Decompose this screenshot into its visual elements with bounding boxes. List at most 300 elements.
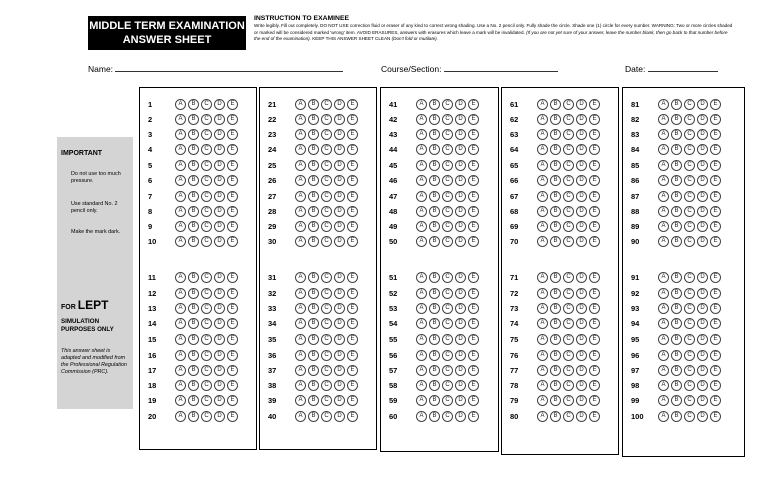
answer-bubble-c[interactable]: C [563,236,574,247]
answer-bubble-e[interactable]: E [710,114,721,125]
answer-bubble-e[interactable]: E [468,160,479,171]
answer-bubble-d[interactable]: D [334,175,345,186]
answer-bubble-e[interactable]: E [589,303,600,314]
answer-bubble-c[interactable]: C [201,288,212,299]
answer-bubble-e[interactable]: E [710,288,721,299]
answer-bubble-b[interactable]: B [429,380,440,391]
answer-bubble-e[interactable]: E [347,206,358,217]
answer-bubble-e[interactable]: E [468,99,479,110]
answer-bubble-c[interactable]: C [321,395,332,406]
answer-bubble-d[interactable]: D [214,272,225,283]
answer-bubble-a[interactable]: A [537,175,548,186]
answer-bubble-d[interactable]: D [576,365,587,376]
answer-bubble-c[interactable]: C [201,318,212,329]
answer-bubble-b[interactable]: B [308,175,319,186]
answer-bubble-c[interactable]: C [442,129,453,140]
answer-bubble-c[interactable]: C [684,411,695,422]
answer-bubble-e[interactable]: E [710,272,721,283]
answer-bubble-c[interactable]: C [321,206,332,217]
answer-bubble-b[interactable]: B [550,350,561,361]
answer-bubble-c[interactable]: C [201,175,212,186]
answer-bubble-a[interactable]: A [175,350,186,361]
answer-bubble-e[interactable]: E [468,144,479,155]
answer-bubble-b[interactable]: B [308,99,319,110]
answer-bubble-a[interactable]: A [658,303,669,314]
answer-bubble-e[interactable]: E [710,350,721,361]
answer-bubble-d[interactable]: D [214,303,225,314]
answer-bubble-a[interactable]: A [416,272,427,283]
answer-bubble-c[interactable]: C [321,160,332,171]
answer-bubble-a[interactable]: A [416,114,427,125]
answer-bubble-b[interactable]: B [550,334,561,345]
answer-bubble-a[interactable]: A [658,175,669,186]
answer-bubble-e[interactable]: E [589,129,600,140]
answer-bubble-c[interactable]: C [321,288,332,299]
answer-bubble-a[interactable]: A [295,288,306,299]
answer-bubble-b[interactable]: B [429,395,440,406]
answer-bubble-a[interactable]: A [416,236,427,247]
answer-bubble-e[interactable]: E [227,350,238,361]
answer-bubble-e[interactable]: E [710,221,721,232]
answer-bubble-a[interactable]: A [175,303,186,314]
answer-bubble-c[interactable]: C [563,221,574,232]
answer-bubble-e[interactable]: E [589,272,600,283]
answer-bubble-a[interactable]: A [537,334,548,345]
answer-bubble-c[interactable]: C [201,303,212,314]
answer-bubble-c[interactable]: C [321,303,332,314]
answer-bubble-c[interactable]: C [201,144,212,155]
answer-bubble-b[interactable]: B [550,411,561,422]
answer-bubble-c[interactable]: C [684,303,695,314]
answer-bubble-e[interactable]: E [468,175,479,186]
answer-bubble-b[interactable]: B [308,221,319,232]
answer-bubble-c[interactable]: C [321,380,332,391]
answer-bubble-c[interactable]: C [684,160,695,171]
answer-bubble-a[interactable]: A [658,114,669,125]
answer-bubble-b[interactable]: B [671,395,682,406]
answer-bubble-e[interactable]: E [589,411,600,422]
answer-bubble-d[interactable]: D [576,191,587,202]
answer-bubble-e[interactable]: E [227,175,238,186]
answer-bubble-c[interactable]: C [684,395,695,406]
answer-bubble-b[interactable]: B [429,350,440,361]
answer-bubble-a[interactable]: A [658,365,669,376]
answer-bubble-e[interactable]: E [710,380,721,391]
answer-bubble-b[interactable]: B [308,395,319,406]
answer-bubble-b[interactable]: B [429,129,440,140]
answer-bubble-e[interactable]: E [710,99,721,110]
answer-bubble-d[interactable]: D [697,129,708,140]
answer-bubble-d[interactable]: D [334,350,345,361]
answer-bubble-c[interactable]: C [442,144,453,155]
answer-bubble-b[interactable]: B [550,191,561,202]
answer-bubble-d[interactable]: D [214,221,225,232]
answer-bubble-e[interactable]: E [227,395,238,406]
answer-bubble-b[interactable]: B [550,236,561,247]
answer-bubble-e[interactable]: E [589,236,600,247]
answer-bubble-c[interactable]: C [563,395,574,406]
answer-bubble-b[interactable]: B [671,114,682,125]
answer-bubble-a[interactable]: A [175,380,186,391]
answer-bubble-a[interactable]: A [537,380,548,391]
answer-bubble-b[interactable]: B [188,288,199,299]
answer-bubble-b[interactable]: B [671,206,682,217]
answer-bubble-b[interactable]: B [429,303,440,314]
answer-bubble-b[interactable]: B [188,350,199,361]
answer-bubble-e[interactable]: E [227,160,238,171]
answer-bubble-e[interactable]: E [710,334,721,345]
answer-bubble-a[interactable]: A [295,380,306,391]
answer-bubble-e[interactable]: E [589,334,600,345]
answer-bubble-a[interactable]: A [658,129,669,140]
answer-bubble-b[interactable]: B [308,318,319,329]
answer-bubble-b[interactable]: B [188,221,199,232]
answer-bubble-c[interactable]: C [442,99,453,110]
answer-bubble-e[interactable]: E [589,221,600,232]
answer-bubble-b[interactable]: B [671,144,682,155]
answer-bubble-d[interactable]: D [214,191,225,202]
name-line[interactable] [115,63,343,72]
answer-bubble-a[interactable]: A [295,411,306,422]
answer-bubble-a[interactable]: A [416,318,427,329]
answer-bubble-c[interactable]: C [684,380,695,391]
answer-bubble-e[interactable]: E [347,114,358,125]
answer-bubble-a[interactable]: A [537,350,548,361]
answer-bubble-d[interactable]: D [334,99,345,110]
answer-bubble-c[interactable]: C [201,380,212,391]
answer-bubble-a[interactable]: A [295,318,306,329]
answer-bubble-a[interactable]: A [175,175,186,186]
answer-bubble-a[interactable]: A [175,365,186,376]
answer-bubble-b[interactable]: B [308,411,319,422]
answer-bubble-d[interactable]: D [214,365,225,376]
answer-bubble-e[interactable]: E [710,303,721,314]
answer-bubble-e[interactable]: E [227,191,238,202]
answer-bubble-e[interactable]: E [589,288,600,299]
answer-bubble-a[interactable]: A [416,191,427,202]
answer-bubble-b[interactable]: B [671,99,682,110]
answer-bubble-a[interactable]: A [658,272,669,283]
answer-bubble-a[interactable]: A [295,144,306,155]
answer-bubble-a[interactable]: A [416,288,427,299]
answer-bubble-a[interactable]: A [175,272,186,283]
answer-bubble-a[interactable]: A [537,129,548,140]
answer-bubble-e[interactable]: E [227,206,238,217]
answer-bubble-d[interactable]: D [455,129,466,140]
answer-bubble-c[interactable]: C [201,272,212,283]
answer-bubble-e[interactable]: E [227,318,238,329]
answer-bubble-c[interactable]: C [201,350,212,361]
answer-bubble-c[interactable]: C [563,288,574,299]
answer-bubble-e[interactable]: E [710,236,721,247]
answer-bubble-c[interactable]: C [684,175,695,186]
answer-bubble-a[interactable]: A [658,288,669,299]
answer-bubble-d[interactable]: D [697,221,708,232]
answer-bubble-e[interactable]: E [227,303,238,314]
answer-bubble-d[interactable]: D [455,395,466,406]
answer-bubble-a[interactable]: A [537,303,548,314]
answer-bubble-c[interactable]: C [684,221,695,232]
answer-bubble-d[interactable]: D [576,411,587,422]
answer-bubble-b[interactable]: B [429,160,440,171]
answer-bubble-a[interactable]: A [175,160,186,171]
answer-bubble-e[interactable]: E [589,380,600,391]
answer-bubble-e[interactable]: E [589,114,600,125]
answer-bubble-d[interactable]: D [334,236,345,247]
answer-bubble-b[interactable]: B [429,288,440,299]
answer-bubble-e[interactable]: E [347,160,358,171]
answer-bubble-a[interactable]: A [175,221,186,232]
answer-bubble-a[interactable]: A [175,191,186,202]
answer-bubble-d[interactable]: D [576,129,587,140]
answer-bubble-b[interactable]: B [671,129,682,140]
date-line[interactable] [648,63,718,72]
answer-bubble-c[interactable]: C [684,144,695,155]
answer-bubble-b[interactable]: B [308,380,319,391]
answer-bubble-b[interactable]: B [188,380,199,391]
answer-bubble-a[interactable]: A [416,365,427,376]
answer-bubble-c[interactable]: C [442,206,453,217]
answer-bubble-a[interactable]: A [416,99,427,110]
answer-bubble-a[interactable]: A [658,144,669,155]
answer-bubble-d[interactable]: D [334,288,345,299]
answer-bubble-a[interactable]: A [295,160,306,171]
answer-bubble-b[interactable]: B [671,303,682,314]
answer-bubble-c[interactable]: C [442,411,453,422]
answer-bubble-d[interactable]: D [576,272,587,283]
answer-bubble-c[interactable]: C [201,206,212,217]
answer-bubble-c[interactable]: C [321,236,332,247]
answer-bubble-c[interactable]: C [321,350,332,361]
answer-bubble-a[interactable]: A [175,206,186,217]
answer-bubble-d[interactable]: D [697,380,708,391]
answer-bubble-a[interactable]: A [658,99,669,110]
answer-bubble-d[interactable]: D [455,303,466,314]
answer-bubble-b[interactable]: B [308,206,319,217]
answer-bubble-e[interactable]: E [468,318,479,329]
answer-bubble-a[interactable]: A [295,114,306,125]
answer-bubble-b[interactable]: B [188,114,199,125]
answer-bubble-b[interactable]: B [550,175,561,186]
answer-bubble-d[interactable]: D [334,114,345,125]
answer-bubble-c[interactable]: C [563,272,574,283]
answer-bubble-e[interactable]: E [710,144,721,155]
answer-bubble-b[interactable]: B [671,191,682,202]
answer-bubble-d[interactable]: D [214,175,225,186]
answer-bubble-a[interactable]: A [416,395,427,406]
answer-bubble-d[interactable]: D [214,129,225,140]
course-section-field[interactable] [381,63,558,74]
answer-bubble-e[interactable]: E [347,303,358,314]
answer-bubble-a[interactable]: A [295,350,306,361]
answer-bubble-e[interactable]: E [347,288,358,299]
answer-bubble-d[interactable]: D [334,144,345,155]
answer-bubble-e[interactable]: E [710,395,721,406]
answer-bubble-d[interactable]: D [576,334,587,345]
answer-bubble-a[interactable]: A [658,318,669,329]
answer-bubble-d[interactable]: D [214,206,225,217]
answer-bubble-d[interactable]: D [455,380,466,391]
answer-bubble-a[interactable]: A [658,411,669,422]
answer-bubble-c[interactable]: C [442,236,453,247]
answer-bubble-c[interactable]: C [684,129,695,140]
answer-bubble-b[interactable]: B [429,365,440,376]
answer-bubble-b[interactable]: B [188,272,199,283]
answer-bubble-c[interactable]: C [563,160,574,171]
answer-bubble-c[interactable]: C [201,99,212,110]
answer-bubble-d[interactable]: D [455,318,466,329]
answer-bubble-c[interactable]: C [684,365,695,376]
answer-bubble-e[interactable]: E [589,365,600,376]
answer-bubble-c[interactable]: C [684,334,695,345]
answer-bubble-c[interactable]: C [442,272,453,283]
answer-bubble-d[interactable]: D [455,114,466,125]
answer-bubble-c[interactable]: C [442,303,453,314]
answer-bubble-a[interactable]: A [416,221,427,232]
answer-bubble-b[interactable]: B [188,334,199,345]
answer-bubble-d[interactable]: D [455,160,466,171]
answer-bubble-b[interactable]: B [671,380,682,391]
answer-bubble-e[interactable]: E [468,350,479,361]
answer-bubble-c[interactable]: C [321,365,332,376]
answer-bubble-b[interactable]: B [188,395,199,406]
answer-bubble-d[interactable]: D [455,206,466,217]
answer-bubble-c[interactable]: C [563,303,574,314]
answer-bubble-d[interactable]: D [214,334,225,345]
answer-bubble-d[interactable]: D [334,318,345,329]
answer-bubble-e[interactable]: E [468,272,479,283]
answer-bubble-a[interactable]: A [416,129,427,140]
answer-bubble-a[interactable]: A [658,206,669,217]
answer-bubble-d[interactable]: D [334,334,345,345]
answer-bubble-e[interactable]: E [589,144,600,155]
answer-bubble-c[interactable]: C [684,350,695,361]
answer-bubble-e[interactable]: E [347,175,358,186]
answer-bubble-d[interactable]: D [334,272,345,283]
answer-bubble-e[interactable]: E [468,129,479,140]
answer-bubble-d[interactable]: D [576,350,587,361]
answer-bubble-d[interactable]: D [697,272,708,283]
answer-bubble-e[interactable]: E [347,318,358,329]
answer-bubble-b[interactable]: B [550,114,561,125]
answer-bubble-c[interactable]: C [321,99,332,110]
answer-bubble-d[interactable]: D [214,318,225,329]
answer-bubble-e[interactable]: E [710,365,721,376]
answer-bubble-a[interactable]: A [416,380,427,391]
name-field[interactable] [88,63,343,74]
answer-bubble-d[interactable]: D [576,114,587,125]
answer-bubble-b[interactable]: B [550,144,561,155]
answer-bubble-a[interactable]: A [295,365,306,376]
answer-bubble-c[interactable]: C [563,99,574,110]
answer-bubble-e[interactable]: E [227,288,238,299]
answer-bubble-b[interactable]: B [550,129,561,140]
answer-bubble-d[interactable]: D [697,318,708,329]
answer-bubble-d[interactable]: D [697,114,708,125]
answer-bubble-a[interactable]: A [537,395,548,406]
answer-bubble-b[interactable]: B [308,288,319,299]
answer-bubble-d[interactable]: D [455,365,466,376]
answer-bubble-b[interactable]: B [429,221,440,232]
answer-bubble-c[interactable]: C [684,99,695,110]
answer-bubble-e[interactable]: E [347,144,358,155]
answer-bubble-a[interactable]: A [295,191,306,202]
answer-bubble-e[interactable]: E [589,395,600,406]
answer-bubble-b[interactable]: B [188,236,199,247]
answer-bubble-a[interactable]: A [537,221,548,232]
answer-bubble-d[interactable]: D [576,288,587,299]
answer-bubble-e[interactable]: E [227,221,238,232]
answer-bubble-a[interactable]: A [537,160,548,171]
answer-bubble-b[interactable]: B [671,334,682,345]
answer-bubble-a[interactable]: A [295,99,306,110]
answer-bubble-b[interactable]: B [429,272,440,283]
answer-bubble-d[interactable]: D [455,99,466,110]
answer-bubble-b[interactable]: B [429,175,440,186]
answer-bubble-a[interactable]: A [295,395,306,406]
answer-bubble-a[interactable]: A [175,334,186,345]
answer-bubble-b[interactable]: B [550,160,561,171]
answer-bubble-d[interactable]: D [334,160,345,171]
answer-bubble-d[interactable]: D [455,272,466,283]
answer-bubble-a[interactable]: A [658,350,669,361]
answer-bubble-c[interactable]: C [442,395,453,406]
answer-bubble-a[interactable]: A [658,395,669,406]
answer-bubble-b[interactable]: B [308,303,319,314]
answer-bubble-b[interactable]: B [188,175,199,186]
answer-bubble-b[interactable]: B [308,365,319,376]
answer-bubble-e[interactable]: E [468,365,479,376]
answer-bubble-a[interactable]: A [537,99,548,110]
answer-bubble-b[interactable]: B [550,318,561,329]
answer-bubble-c[interactable]: C [321,144,332,155]
answer-bubble-e[interactable]: E [589,175,600,186]
answer-bubble-b[interactable]: B [550,365,561,376]
answer-bubble-e[interactable]: E [227,334,238,345]
answer-bubble-c[interactable]: C [563,191,574,202]
answer-bubble-d[interactable]: D [334,303,345,314]
answer-bubble-e[interactable]: E [347,221,358,232]
answer-bubble-d[interactable]: D [697,411,708,422]
answer-bubble-c[interactable]: C [563,365,574,376]
answer-bubble-d[interactable]: D [455,334,466,345]
answer-bubble-b[interactable]: B [308,144,319,155]
answer-bubble-c[interactable]: C [684,272,695,283]
answer-bubble-e[interactable]: E [710,160,721,171]
answer-bubble-c[interactable]: C [563,411,574,422]
answer-bubble-b[interactable]: B [429,144,440,155]
answer-bubble-d[interactable]: D [334,129,345,140]
answer-bubble-c[interactable]: C [563,334,574,345]
answer-bubble-a[interactable]: A [658,160,669,171]
answer-bubble-c[interactable]: C [684,206,695,217]
answer-bubble-b[interactable]: B [550,380,561,391]
answer-bubble-b[interactable]: B [188,191,199,202]
answer-bubble-e[interactable]: E [347,272,358,283]
answer-bubble-b[interactable]: B [188,160,199,171]
answer-bubble-c[interactable]: C [201,395,212,406]
answer-bubble-d[interactable]: D [697,160,708,171]
answer-bubble-d[interactable]: D [576,144,587,155]
answer-bubble-d[interactable]: D [455,288,466,299]
answer-bubble-c[interactable]: C [563,380,574,391]
answer-bubble-d[interactable]: D [697,206,708,217]
answer-bubble-c[interactable]: C [684,114,695,125]
answer-bubble-a[interactable]: A [295,272,306,283]
answer-bubble-a[interactable]: A [537,318,548,329]
answer-bubble-a[interactable]: A [175,129,186,140]
answer-bubble-e[interactable]: E [227,380,238,391]
